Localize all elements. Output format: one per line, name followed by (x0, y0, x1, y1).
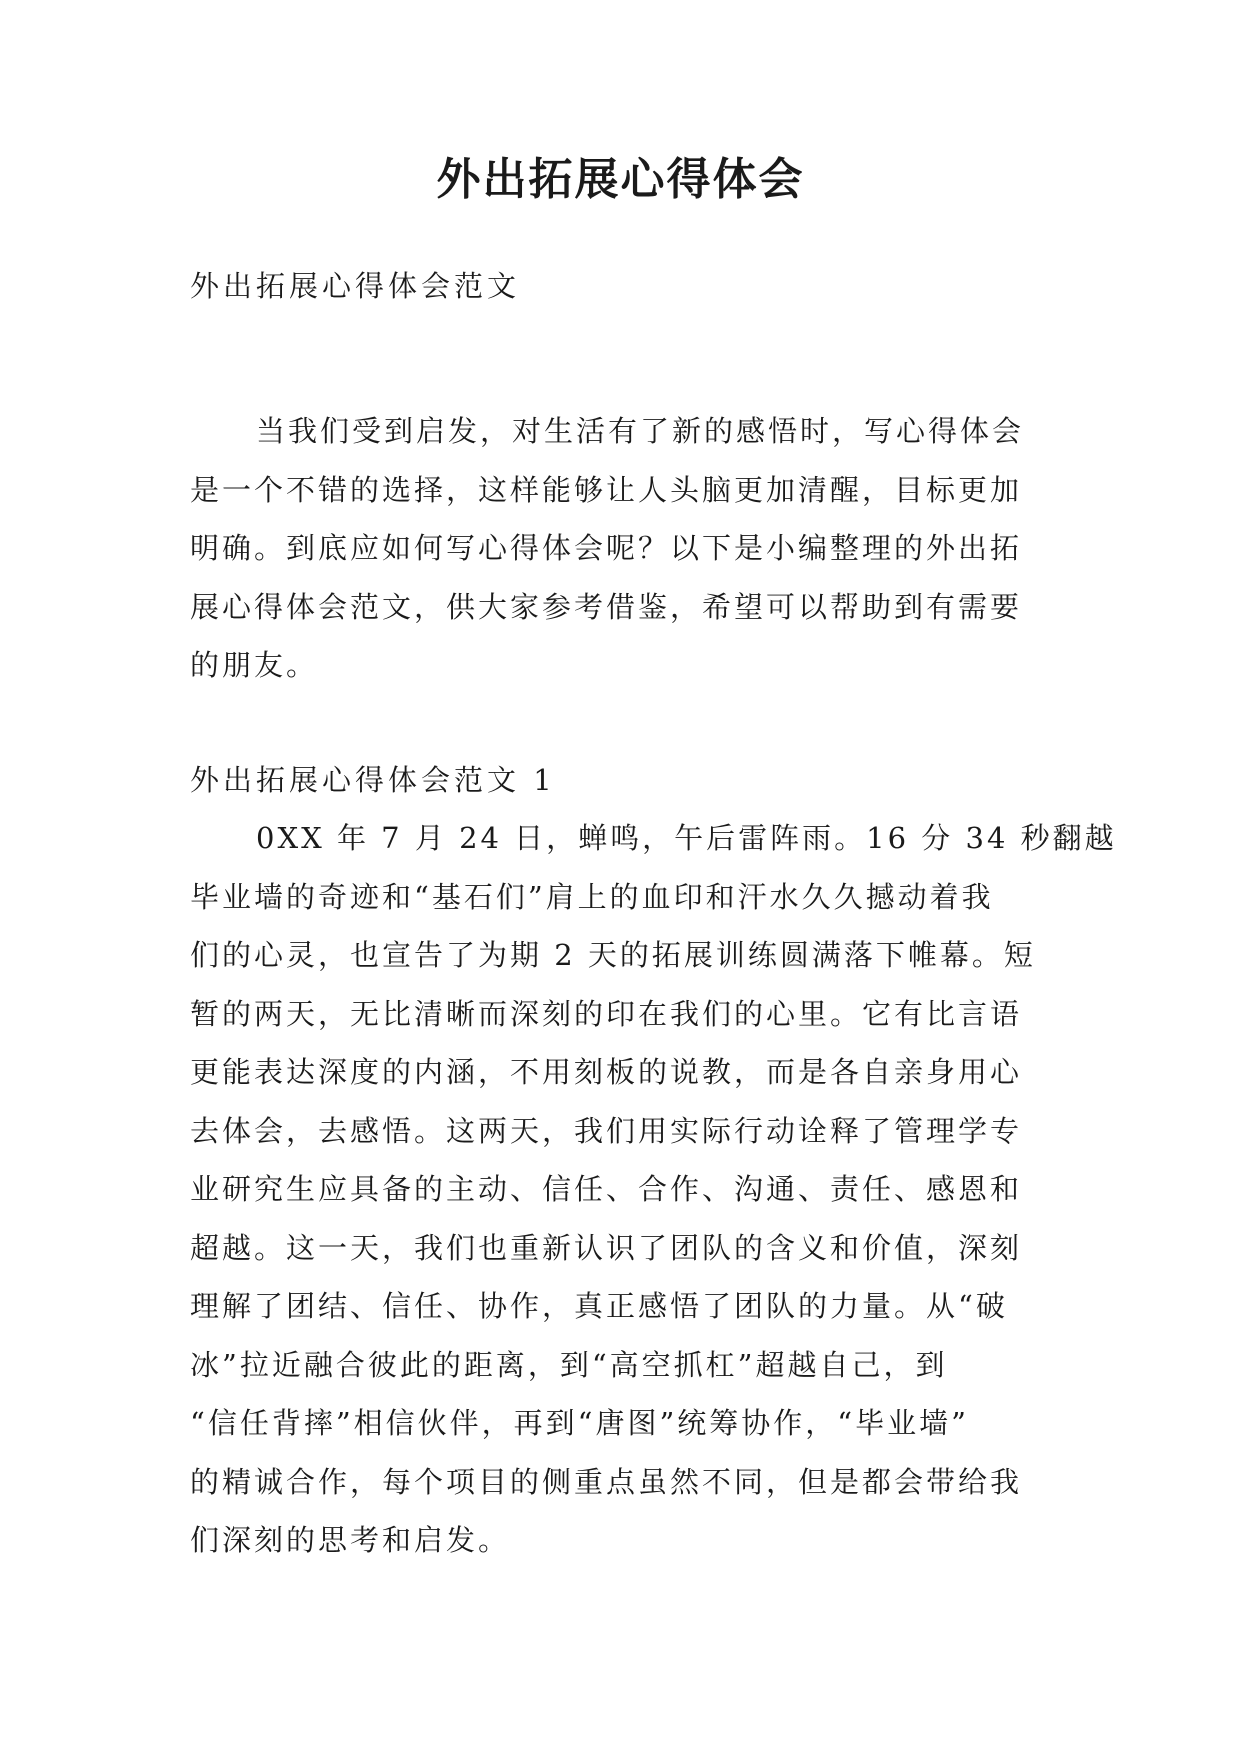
intro-line: 是一个不错的选择，这样能够让人头脑更加清醒，目标更加 (190, 472, 1023, 507)
body-line: “信任背摔”相信伙伴，再到“唐图”统筹协作，“毕业墙” (190, 1406, 969, 1440)
body-line: 业研究生应具备的主动、信任、合作、沟通、责任、感恩和 (190, 1172, 1023, 1206)
body-line: 去体会，去感悟。这两天，我们用实际行动诠释了管理学专 (190, 1113, 1023, 1148)
section-heading: 外出拓展心得体会范文 1 (190, 763, 556, 797)
intro-line: 展心得体会范文，供大家参考借鉴，希望可以帮助到有需要 (190, 589, 1023, 624)
body-line: 们深刻的思考和启发。 (190, 1523, 511, 1557)
document-title: 外出拓展心得体会 (436, 154, 805, 205)
body-line: 超越。这一天，我们也重新认识了团队的含义和价值，深刻 (190, 1230, 1023, 1265)
intro-line: 的朋友。 (190, 648, 319, 682)
body-line: 0XX 年 7 月 24 日，蝉鸣，午后雷阵雨。16 分 34 秒翻越 (256, 821, 1117, 855)
body-line: 暂的两天，无比清晰而深刻的印在我们的心里。它有比言语 (190, 996, 1023, 1031)
body-line: 更能表达深度的内涵，不用刻板的说教，而是各自亲身用心 (190, 1055, 1023, 1089)
body-line: 毕业墙的奇迹和“基石们”肩上的血印和汗水久久撼动着我 (190, 879, 994, 914)
intro-line: 明确。到底应如何写心得体会呢？以下是小编整理的外出拓 (190, 531, 1023, 565)
document-subtitle: 外出拓展心得体会范文 (190, 269, 521, 303)
intro-paragraph (190, 402, 1050, 695)
body-line: 们的心灵，也宣告了为期 2 天的拓展训练圆满落下帷幕。短 (190, 938, 1036, 972)
body-line: 冰”拉近融合彼此的距离，到“高空抓杠”超越自己，到 (190, 1347, 948, 1382)
body-paragraph (190, 809, 1117, 1570)
body-line: 的精诚合作，每个项目的侧重点虽然不同，但是都会带给我 (190, 1464, 1023, 1499)
body-line: 理解了团结、信任、协作，真正感悟了团队的力量。从“破 (190, 1289, 1008, 1323)
intro-line: 当我们受到启发，对生活有了新的感悟时，写心得体会 (256, 414, 1025, 448)
